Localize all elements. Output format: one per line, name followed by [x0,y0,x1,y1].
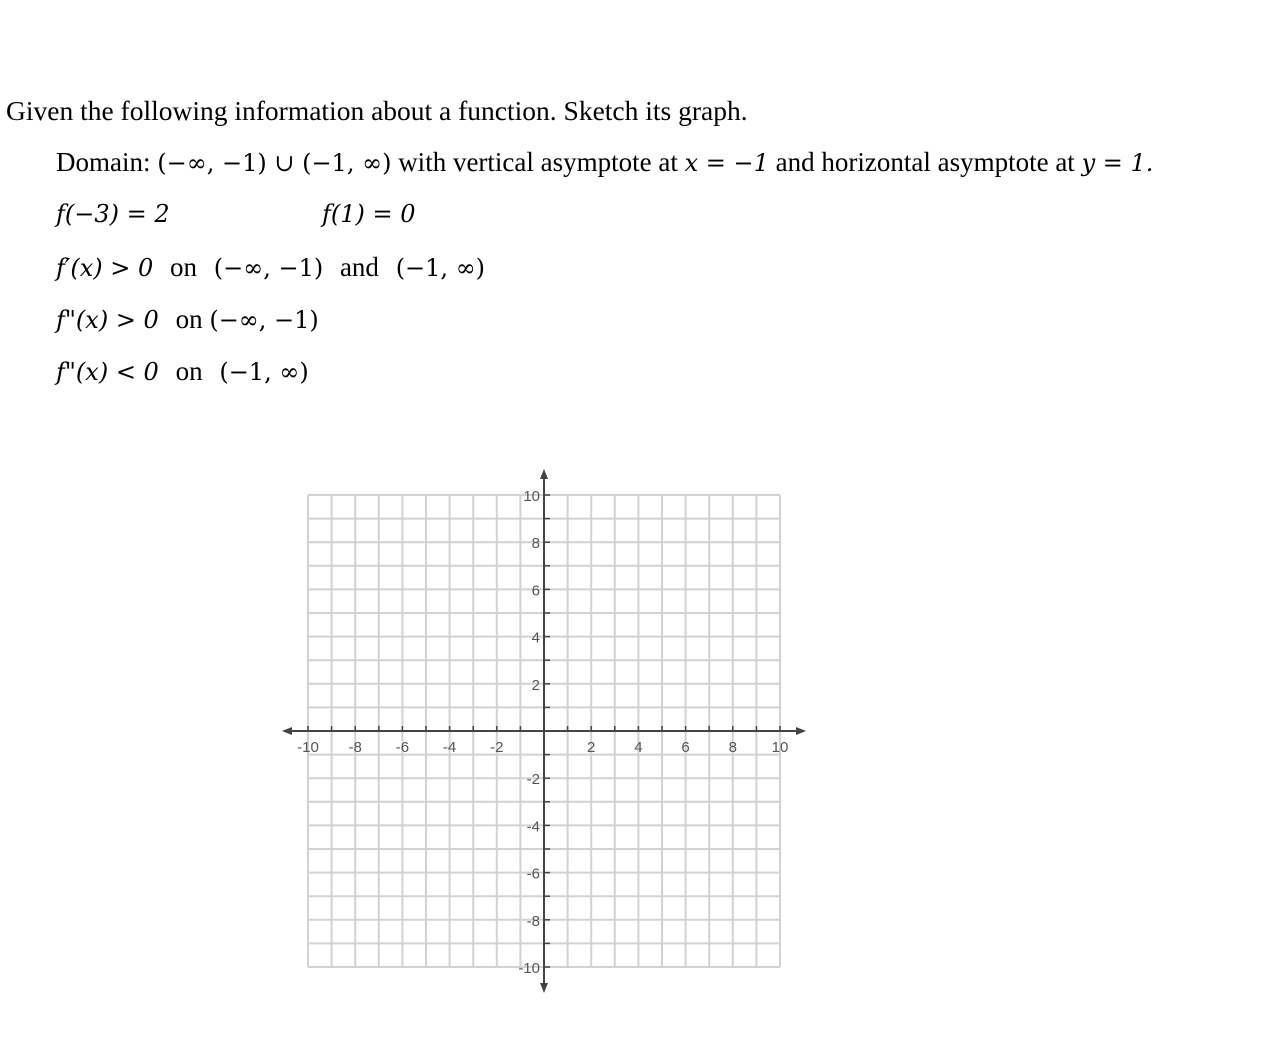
y-axis-up-arrow [540,469,548,479]
domain-text-horizontal: and horizontal asymptote at [775,147,1075,177]
domain-set: (−∞, −1) ∪ (−1, ∞) [157,149,392,177]
x-tick-label: -10 [297,739,319,756]
fpp-neg-inequality: f"(x) < 0 [56,358,159,386]
fprime-interval-1: (−∞, −1) [213,254,324,282]
x-tick-label: -8 [348,739,362,756]
x-tick-label: -4 [442,739,457,756]
tick-labels [297,488,788,977]
fpp-pos-inequality: f"(x) > 0 [56,306,159,334]
domain-text-vertical: with vertical asymptote at [398,147,678,177]
x-axis-left-arrow [282,727,292,735]
y-tick-label: 4 [531,629,540,647]
y-tick-label: 8 [531,535,540,553]
x-tick-label: -6 [395,739,410,756]
instructions: Given the following information about a function. Sketch its graph. [6,95,748,126]
x-tick-label: 2 [587,739,596,756]
fprime-and: and [339,252,379,282]
fpp-pos-interval: (−∞, −1) [209,306,319,334]
y-axis-down-arrow [540,983,548,993]
x-tick-label: 6 [681,739,690,756]
y-tick-label: -10 [518,960,540,977]
fprime-on: on [169,252,197,282]
y-tick-label: 2 [531,676,540,694]
y-tick-label: -4 [526,818,540,836]
x-tick-label: 10 [771,739,789,756]
horizontal-asymptote: y = 1. [1081,149,1154,177]
point-f-neg3: f(−3) = 2 [56,200,170,228]
y-tick-label: -6 [526,865,540,883]
y-tick-label: -8 [526,912,540,930]
y-tick-label: 10 [523,488,540,505]
vertical-asymptote: x = −1 [684,149,769,177]
x-tick-label: 8 [728,739,737,756]
y-tick-label: 6 [531,582,540,600]
point-f-1: f(1) = 0 [322,200,416,228]
y-tick-label: -2 [526,771,540,789]
fpp-pos-on: on [175,304,203,334]
fprime-inequality: f′(x) > 0 [56,254,154,282]
axes [282,469,806,993]
domain-label: Domain: [56,147,151,177]
x-tick-label: 4 [634,739,643,756]
x-tick-label: -2 [490,739,504,756]
x-axis-right-arrow [796,727,806,735]
fpp-neg-interval: (−1, ∞) [219,358,309,386]
fprime-interval-2: (−1, ∞) [395,254,486,282]
fpp-neg-on: on [175,356,203,386]
